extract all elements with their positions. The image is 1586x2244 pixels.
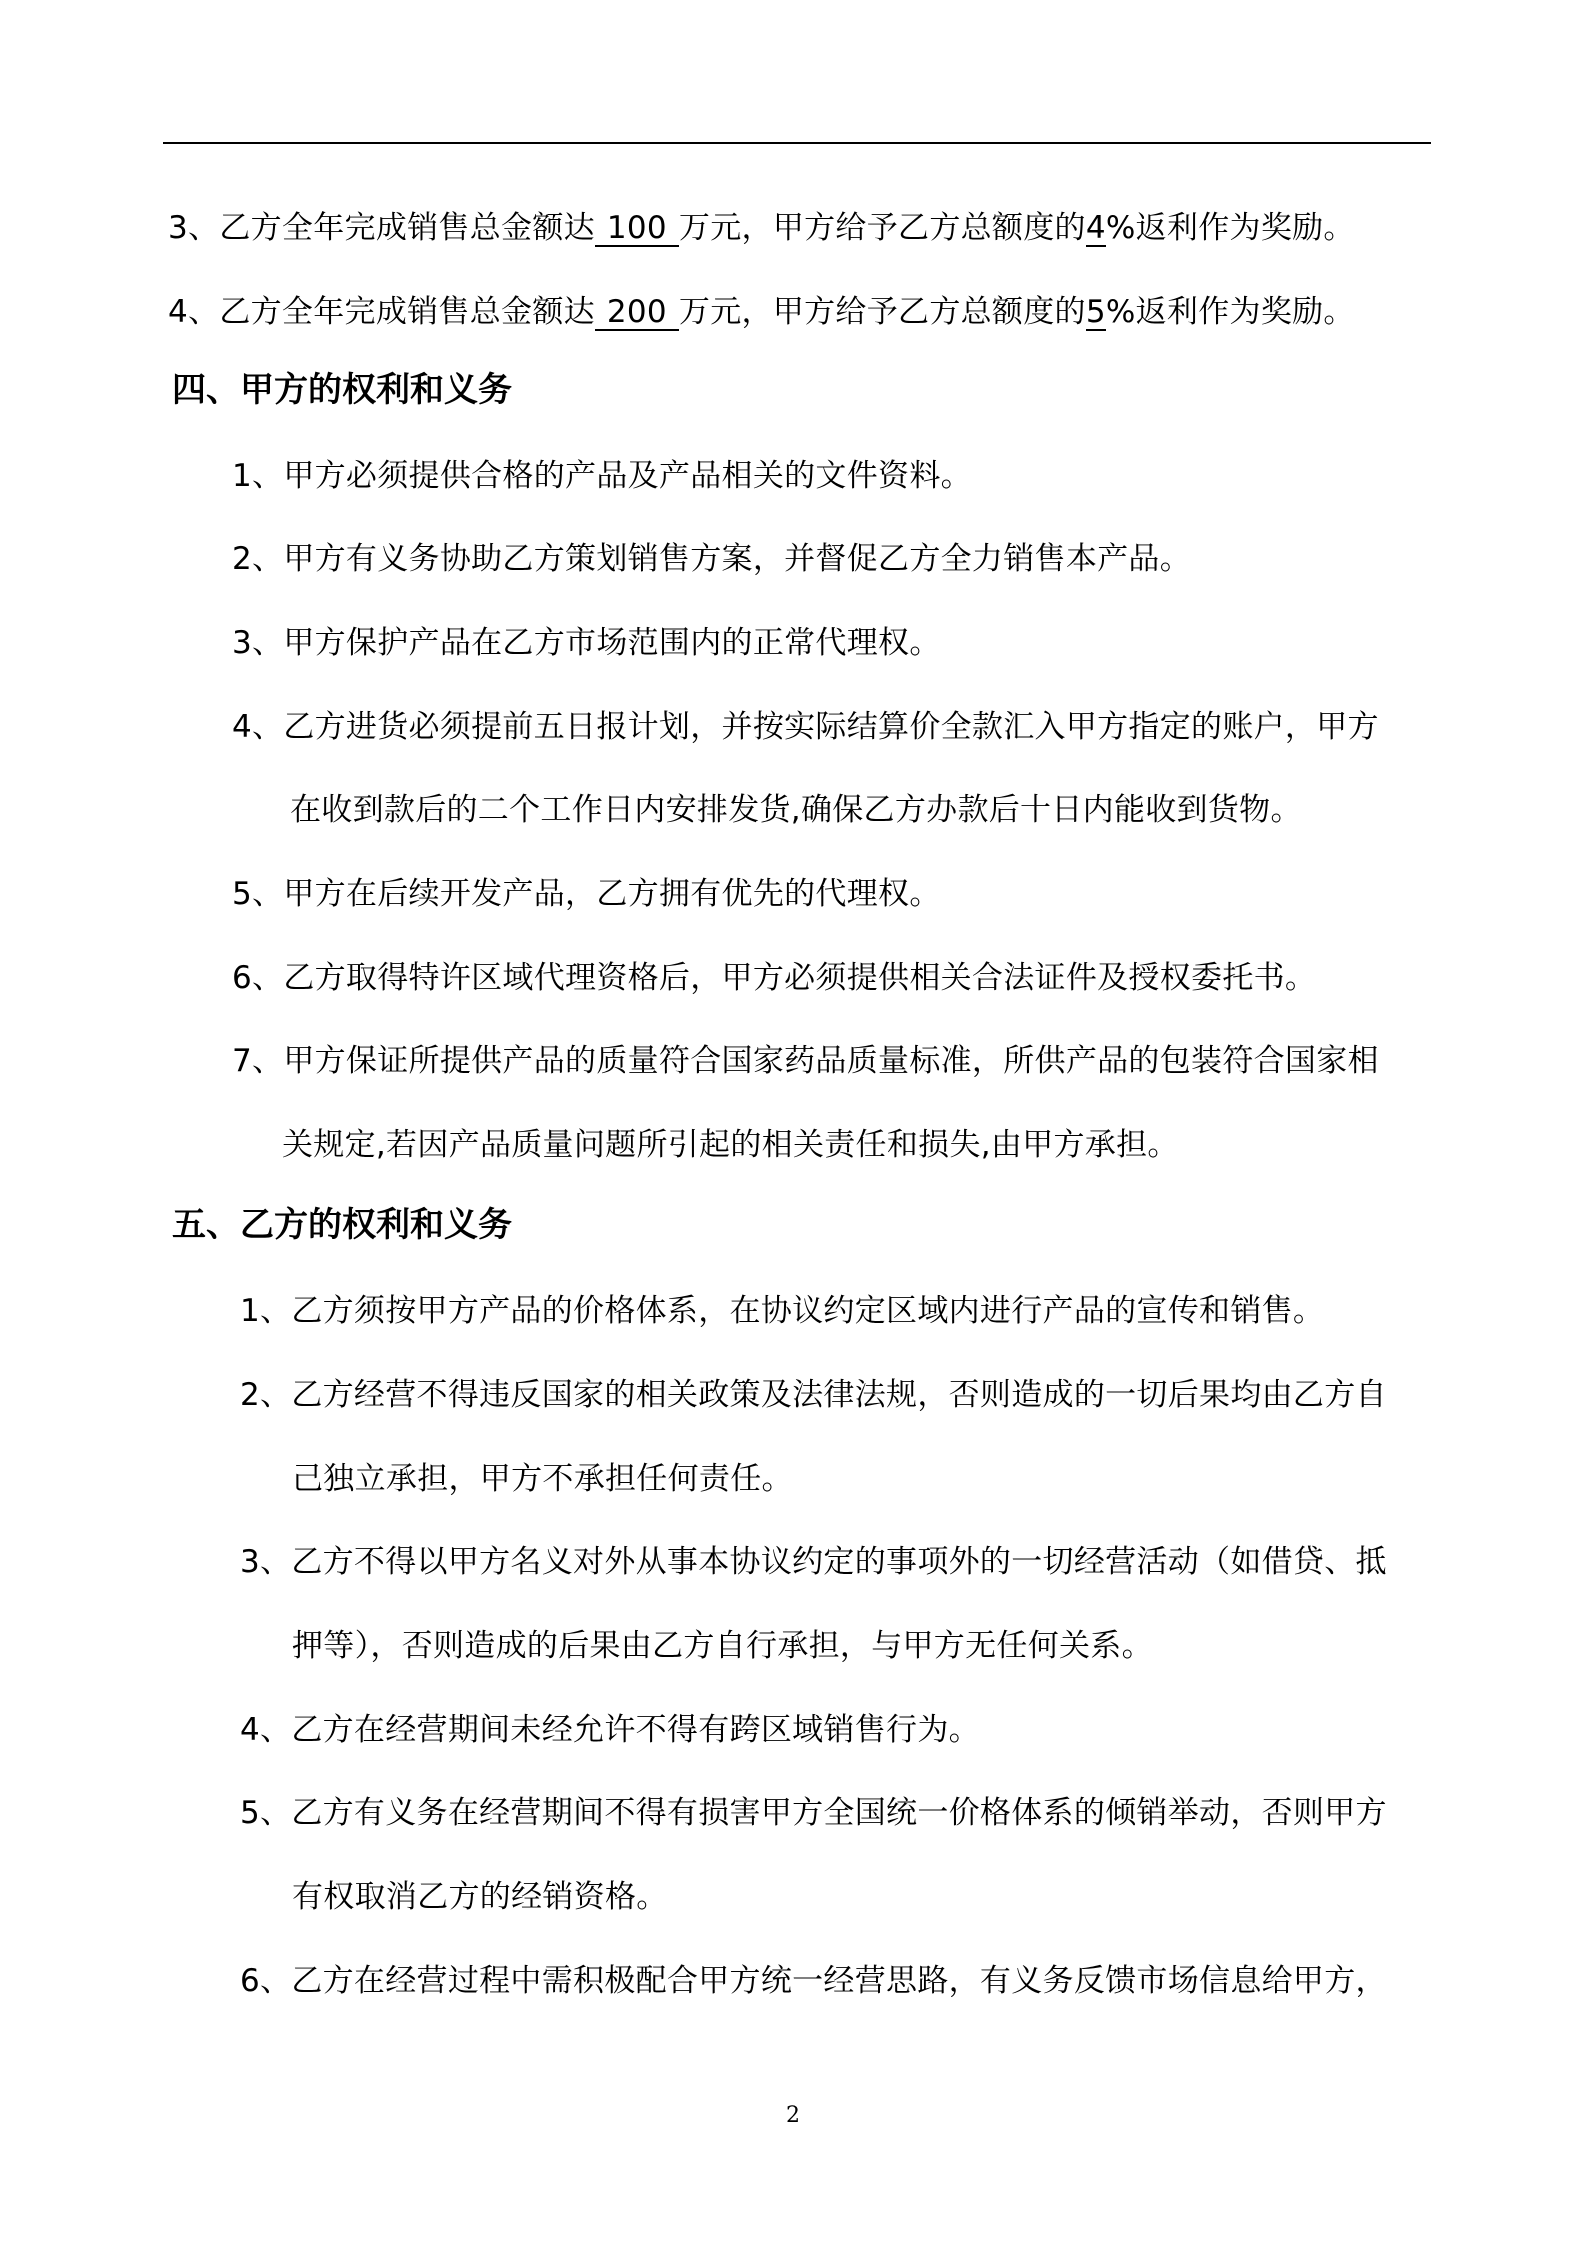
section-5-item-2: 2、乙方经营不得违反国家的相关政策及法律法规，否则造成的一切后果均由乙方自	[240, 1377, 1387, 1413]
reward-item-3-amount: 100	[595, 211, 679, 247]
section-4-item-2: 2、甲方有义务协助乙方策划销售方案，并督促乙方全力销售本产品。	[232, 541, 1192, 577]
reward-item-4-suffix: %返利作为奖励。	[1105, 294, 1355, 330]
section-5-item-3-cont: 押等），否则造成的后果由乙方自行承担，与甲方无任何关系。	[292, 1628, 1153, 1664]
section-4-item-6: 6、乙方取得特许区域代理资格后，甲方必须提供相关合法证件及授权委托书。	[232, 960, 1317, 996]
reward-item-4-prefix: 4、乙方全年完成销售总金额达	[168, 294, 595, 330]
section-4-item-5: 5、甲方在后续开发产品，乙方拥有优先的代理权。	[232, 876, 941, 912]
section-5-item-4: 4、乙方在经营期间未经允许不得有跨区域销售行为。	[240, 1712, 980, 1748]
header-rule	[163, 142, 1431, 144]
reward-item-3-mid: 万元，甲方给予乙方总额度的	[678, 210, 1086, 246]
section-4-item-3: 3、甲方保护产品在乙方市场范围内的正常代理权。	[232, 625, 941, 661]
section-5-heading: 五、乙方的权利和义务	[172, 1205, 512, 1245]
section-4-item-7: 7、甲方保证所提供产品的质量符合国家药品质量标准，所供产品的包装符合国家相	[232, 1043, 1379, 1079]
section-4-item-4-cont: 在收到款后的二个工作日内安排发货,确保乙方办款后十日内能收到货物。	[290, 792, 1302, 828]
reward-item-3	[168, 208, 1355, 248]
section-4-item-7-cont: 关规定,若因产品质量问题所引起的相关责任和损失,由甲方承担。	[282, 1127, 1179, 1163]
section-5-item-1: 1、乙方须按甲方产品的价格体系，在协议约定区域内进行产品的宣传和销售。	[240, 1293, 1325, 1329]
section-5-item-2-cont: 己独立承担，甲方不承担任何责任。	[292, 1461, 793, 1497]
reward-item-3-suffix: %返利作为奖励。	[1105, 210, 1355, 246]
section-4-heading: 四、甲方的权利和义务	[172, 370, 512, 410]
page-number: 2	[786, 2103, 800, 2128]
section-5-item-5-cont: 有权取消乙方的经销资格。	[292, 1879, 668, 1915]
section-5-item-3: 3、乙方不得以甲方名义对外从事本协议约定的事项外的一切经营活动（如借贷、抵	[240, 1544, 1387, 1580]
section-4-item-4: 4、乙方进货必须提前五日报计划，并按实际结算价全款汇入甲方指定的账户，甲方	[232, 709, 1379, 745]
reward-item-4-mid: 万元，甲方给予乙方总额度的	[678, 294, 1086, 330]
reward-item-4-amount: 200	[595, 295, 679, 331]
section-5-item-6: 6、乙方在经营过程中需积极配合甲方统一经营思路，有义务反馈市场信息给甲方，	[240, 1963, 1387, 1999]
reward-item-3-percent: 4	[1085, 210, 1106, 246]
reward-item-4	[168, 292, 1355, 332]
reward-item-4-percent: 5	[1085, 294, 1106, 330]
section-4-item-1: 1、甲方必须提供合格的产品及产品相关的文件资料。	[232, 458, 972, 494]
section-5-item-5: 5、乙方有义务在经营期间不得有损害甲方全国统一价格体系的倾销举动，否则甲方	[240, 1795, 1387, 1831]
reward-item-3-prefix: 3、乙方全年完成销售总金额达	[168, 210, 595, 246]
